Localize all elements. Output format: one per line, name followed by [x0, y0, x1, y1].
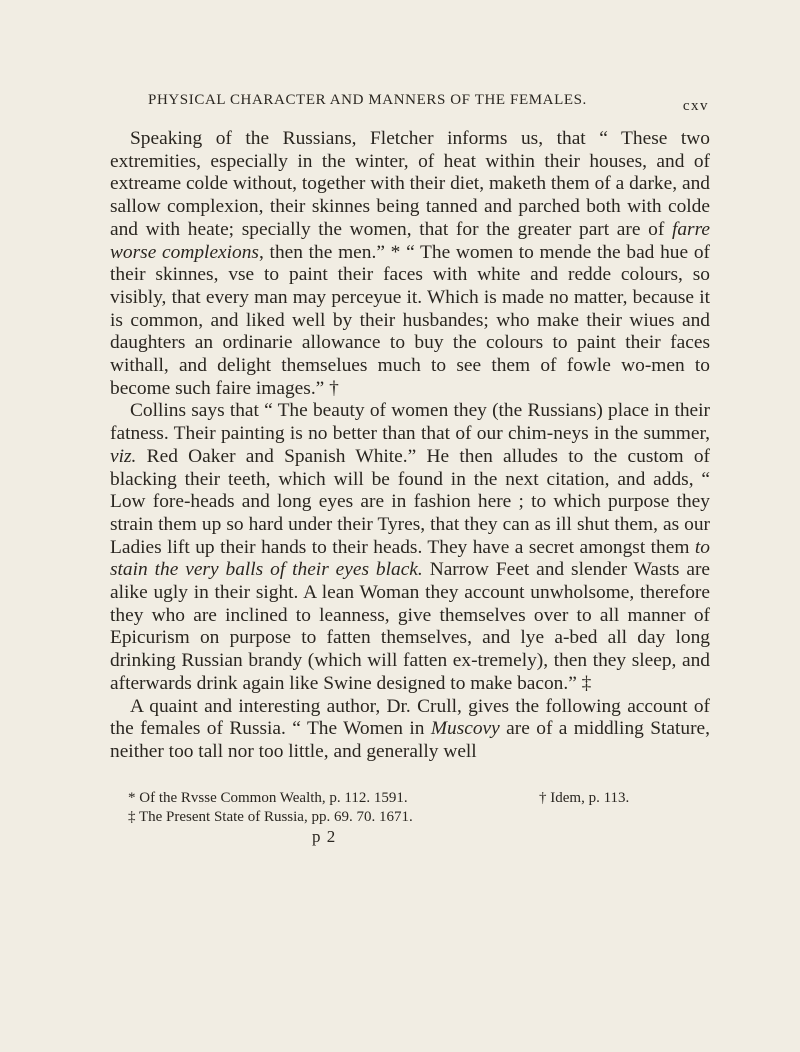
page-number: cxv — [682, 98, 709, 114]
footnote: * Of the Rvsse Common Wealth, p. 112. 1591. — [128, 790, 408, 806]
text-run: A quaint and interesting author, Dr. Crull, gives the following account of the females of Russia. “ The Women in — [110, 695, 710, 740]
text-run: Speaking of the Russians, Fletcher informs us, that “ These two extremities, especially in the winter, of heat within their houses, and of extreame colde without, together with their diet, maketh them of a darke, and sallow complexion, their skinnes being tanned and parched both with colde and with heate; specially the women, that for the greater part are of — [110, 128, 710, 240]
text-run: , then the men.” * “ The women to mende the bad hue of their skinnes, vse to paint their faces with white and redde colours, so visibly, that every man may perceyue it. Which is made no matter, because it is common, and liked well by their husbandes; who make their wiues and daughters an ordinarie allowance to buy the colours to paint their faces withall, and delight themselues much to see them of fowle wo-men to become such faire images.” † — [110, 241, 710, 399]
italic-text: farre worse complexions — [110, 218, 710, 263]
body-text — [110, 128, 710, 764]
italic-text: viz. — [110, 445, 137, 467]
paragraph — [110, 400, 710, 695]
footnote: ‡ The Present State of Russia, pp. 69. 70. 1671. — [128, 809, 413, 825]
text-run: Narrow Feet and slender Wasts are alike ugly in their sight. A lean Woman they account unwholsome, therefore they who are inclined to leanness, give themselves over to all manner of Epicurism on purpose to fatten themselves, and lye a-bed all day long drinking Russian brandy (which will fatten ex-tremely), then they sleep, and afterwards drink again like Swine designed to make bacon.” ‡ — [110, 559, 711, 694]
italic-text: Muscovy — [430, 718, 500, 740]
footnote: † Idem, p. 113. — [539, 790, 630, 806]
italic-text: to stain the very balls of their eyes black. — [110, 536, 710, 581]
text-run: Red Oaker and Spanish White.” He then alludes to the custom of blacking their teeth, which will be found in the next citation, and adds, “ Low fore-heads and long eyes are in fashion here ; to which purpose they strain them up so hard under their Tyres, that they can as ill shut them, as our Ladies lift up their hands to their heads. They have a secret amongst them — [110, 445, 710, 558]
paragraph — [110, 696, 710, 764]
footnote-row — [128, 789, 708, 808]
footnotes — [128, 789, 708, 827]
footnote-row — [128, 808, 708, 827]
running-head: PHYSICAL CHARACTER AND MANNERS OF THE FEMALES. — [148, 92, 587, 108]
text-run: are of a middling Stature, neither too tall nor too little, and generally well — [110, 718, 710, 762]
signature-mark: p 2 — [312, 827, 337, 846]
text-run: Collins says that “ The beauty of women they (the Russians) place in their fatness. Their painting is no better than that of our chim-neys in the summer, — [110, 400, 710, 445]
page-header — [148, 92, 708, 118]
paragraph — [110, 128, 710, 400]
